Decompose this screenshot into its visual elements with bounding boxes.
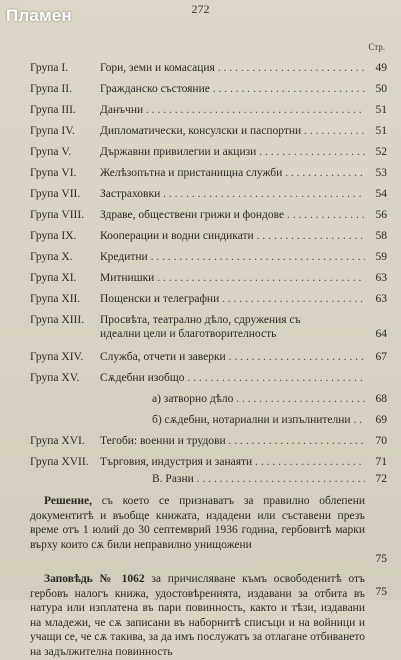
toc-group: Група XI. — [30, 272, 77, 284]
toc-row — [0, 165, 401, 181]
toc-page: 52 — [375, 146, 387, 158]
toc-row — [0, 123, 401, 139]
decision-page: 75 — [375, 553, 387, 565]
decision-lead: Решение, — [44, 495, 93, 507]
toc-page: 54 — [375, 188, 387, 200]
toc-title: Кооперации и водни синдикати . . . — [100, 228, 365, 244]
toc-title: Гражданско състояние . . . — [100, 81, 365, 97]
toc-group: Група IV. — [30, 125, 75, 137]
toc-group: Група II. — [30, 83, 72, 95]
toc-title: Тегоби: военни и трудови . . . — [100, 433, 365, 449]
toc-page: 56 — [375, 209, 387, 221]
toc-row — [0, 412, 401, 428]
toc-title: Кредитни . . . — [100, 249, 365, 265]
toc-title: б) сѫдебни, нотариални и изпълнителни . . . — [152, 412, 365, 428]
order-text: за причисляване къмъ освободенитѣ отъ гербовъ налогъ книжа, удостовѣренията, издавани за отбита въ натура или изплатена въ пари повинность, както и тѣзи, издавани на младежи, че сѫ записани въ наборнитѣ списъци и на войници и учащи се, че сѫ такива, за да имъ послужатъ за отлагане отбиването на задължителна повинность — [30, 573, 365, 658]
toc-row — [0, 144, 401, 160]
toc-page: 69 — [375, 414, 387, 426]
toc-title: Дипломатически, консулски и паспортни . . . — [100, 123, 365, 139]
toc-title: В. Разни . . . — [152, 471, 365, 487]
toc-page: 51 — [375, 125, 387, 137]
toc-group: Група XIII. — [30, 314, 85, 326]
toc-row — [0, 312, 401, 342]
watermark-logo: Пламен — [6, 6, 72, 25]
toc-row — [0, 391, 401, 407]
order-lead: Заповѣдь № 1062 — [44, 573, 145, 585]
order-page: 75 — [375, 586, 387, 598]
toc-row — [0, 207, 401, 223]
toc-title: Здраве, обществени грижи и фондове . . . — [100, 207, 365, 223]
page-number: 272 — [191, 2, 210, 16]
toc-group: Група XVII. — [30, 456, 89, 468]
toc-page: 70 — [375, 435, 387, 447]
decision-paragraph — [30, 494, 365, 552]
toc-group: Група I. — [30, 62, 69, 74]
toc-title: Данъчни . . . — [100, 102, 365, 118]
toc-row — [0, 349, 401, 365]
toc-group: Група V. — [30, 146, 72, 158]
toc-page: 72 — [375, 473, 387, 485]
toc-row — [0, 270, 401, 286]
toc-page: 58 — [375, 230, 387, 242]
toc-title: Търговия, индустрия и занаяти . . . — [100, 454, 365, 470]
toc-page: 49 — [375, 62, 387, 74]
toc-row — [0, 81, 401, 97]
toc-page: 64 — [375, 328, 387, 340]
toc-title-nodots — [100, 370, 365, 386]
decision-text: съ което се признаватъ за правилно облепени документитѣ и въобще книжата, издадени или съставени презъ време отъ 1 юлий до 30 септемврий 1936 година, гербовитѣ марки върху които сѫ били неправилно унищожени — [30, 495, 365, 551]
toc-row — [0, 102, 401, 118]
page-column-header: Стр. — [368, 42, 385, 52]
toc-title: Застраховки . . . — [100, 186, 365, 202]
toc-title: Пощенски и телеграфни . . . — [100, 291, 365, 307]
toc-title-line: идеални цели и благотворителность — [100, 328, 277, 340]
toc-title-text: Сѫдебни изобщо — [100, 372, 185, 384]
toc-page: 67 — [375, 351, 387, 363]
toc-group: Група XV. — [30, 372, 80, 384]
toc-title: Гори, земи и комасация . . . — [100, 60, 365, 76]
toc-row — [0, 60, 401, 76]
toc-title-line: Просвѣта, театрално дѣло, сдружения съ — [100, 314, 301, 326]
toc-group: Група IX. — [30, 230, 77, 242]
toc-group: Група VIII. — [30, 209, 85, 221]
toc-row — [0, 370, 401, 386]
toc-group: Група XII. — [30, 293, 81, 305]
toc-page: 50 — [375, 83, 387, 95]
toc-group: Група XVI. — [30, 435, 85, 447]
toc-row — [0, 249, 401, 265]
toc-title: Държавни привилегии и акцизи . . . — [100, 144, 365, 160]
toc-row — [0, 471, 401, 487]
toc-row — [0, 454, 401, 470]
toc-group: Група X. — [30, 251, 73, 263]
toc-group: Група VII. — [30, 188, 81, 200]
toc-group: Група XIV. — [30, 351, 84, 363]
toc-group: Група III. — [30, 104, 76, 116]
toc-row — [0, 291, 401, 307]
toc-title: Служба, отчети и заверки . . . — [100, 349, 365, 365]
toc-group: Група VI. — [30, 167, 77, 179]
toc-title: а) затворно дѣло . . . — [152, 391, 365, 407]
toc-row — [0, 186, 401, 202]
toc-title: Желѣзопътна и пристанищна служби . . . — [100, 165, 365, 181]
toc-page: 53 — [375, 167, 387, 179]
toc-row — [0, 433, 401, 449]
toc-page: 68 — [375, 393, 387, 405]
toc-page: 59 — [375, 251, 387, 263]
toc-title — [100, 313, 365, 341]
order-paragraph — [30, 572, 365, 660]
toc-page: 71 — [375, 456, 387, 468]
toc-page: 63 — [375, 272, 387, 284]
toc-title: Митнишки . . . — [100, 270, 365, 286]
toc-page: 63 — [375, 293, 387, 305]
toc-page: 51 — [375, 104, 387, 116]
toc-row — [0, 228, 401, 244]
